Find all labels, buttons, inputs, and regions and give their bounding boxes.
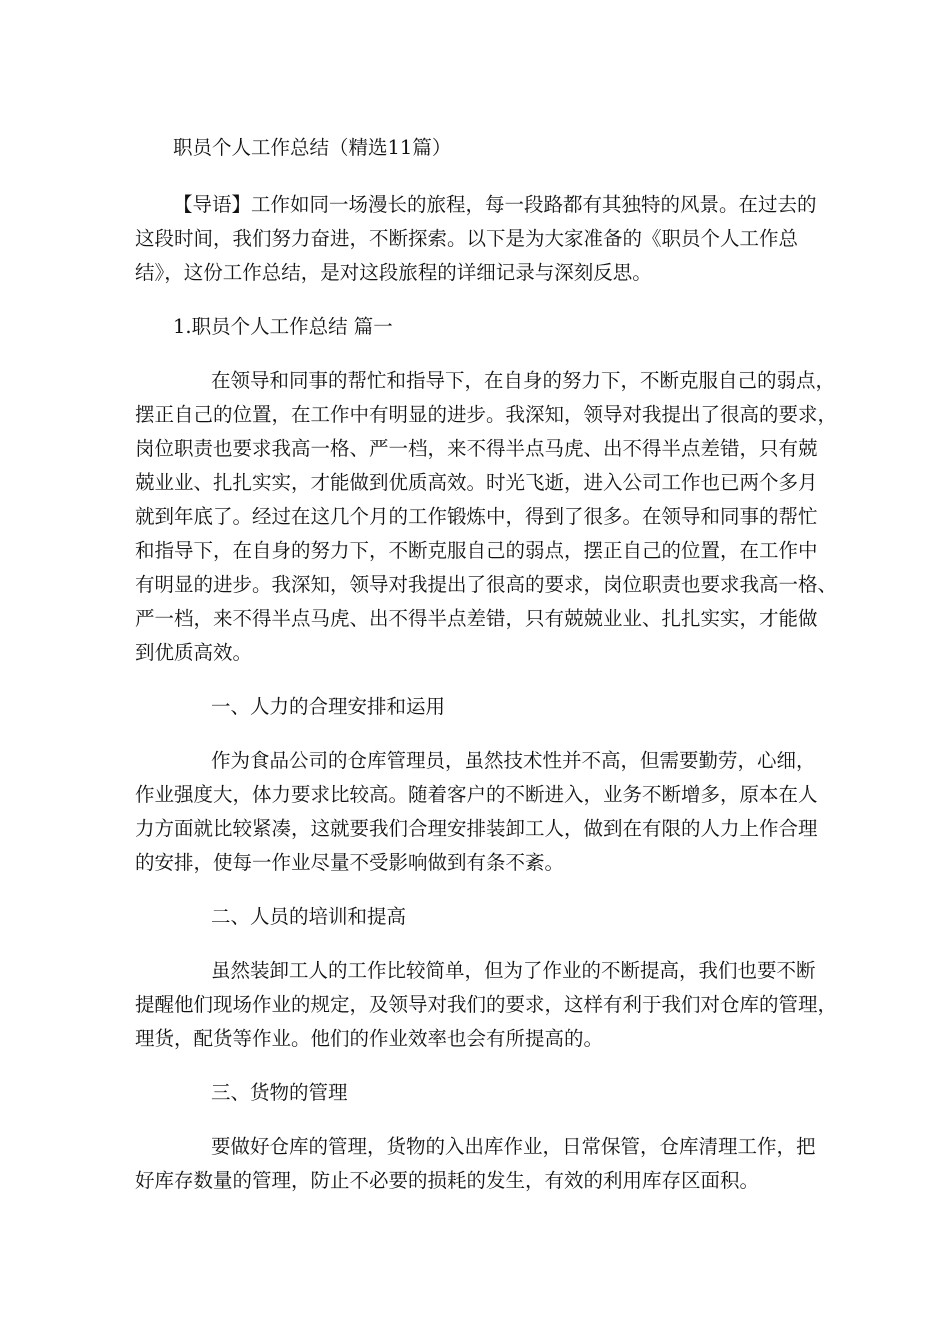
paragraph-line: 的安排，使每一作业尽量不受影响做到有条不紊。 bbox=[135, 851, 565, 874]
paragraph-line: 作业强度大，体力要求比较高。随着客户的不断进入，业务不断增多，原本在人 bbox=[135, 783, 818, 806]
intro-line: 结》，这份工作总结，是对这段旅程的详细记录与深刻反思。 bbox=[135, 261, 652, 284]
subsection-heading: 一、人力的合理安排和运用 bbox=[211, 695, 446, 718]
document-title: 职员个人工作总结（精选11篇） bbox=[173, 136, 452, 159]
paragraph-line: 有明显的进步。我深知，领导对我提出了很高的要求，岗位职责也要求我高一格、 bbox=[135, 573, 838, 596]
paragraph-line: 作为食品公司的仓库管理员，虽然技术性并不高，但需要勤劳，心细， bbox=[211, 749, 816, 772]
paragraph-line: 好库存数量的管理，防止不必要的损耗的发生，有效的利用库存区面积。 bbox=[135, 1169, 760, 1192]
subsection-heading: 三、货物的管理 bbox=[211, 1081, 348, 1104]
paragraph-line: 到优质高效。 bbox=[135, 641, 253, 664]
paragraph-line: 力方面就比较紧凑，这就要我们合理安排装卸工人，做到在有限的人力上作合理 bbox=[135, 817, 818, 840]
paragraph-line: 要做好仓库的管理，货物的入出库作业，日常保管，仓库清理工作，把 bbox=[211, 1135, 816, 1158]
paragraph-line: 岗位职责也要求我高一格、严一档，来不得半点马虎、出不得半点差错，只有兢 bbox=[135, 437, 818, 460]
paragraph-line: 和指导下，在自身的努力下，不断克服自己的弱点，摆正自己的位置，在工作中 bbox=[135, 539, 818, 562]
paragraph-line: 提醒他们现场作业的规定，及领导对我们的要求，这样有利于我们对仓库的管理， bbox=[135, 993, 838, 1016]
paragraph-line: 严一档，来不得半点马虎、出不得半点差错，只有兢兢业业、扎扎实实，才能做 bbox=[135, 607, 818, 630]
paragraph-line: 兢业业、扎扎实实，才能做到优质高效。时光飞逝，进入公司工作也已两个多月 bbox=[135, 471, 818, 494]
paragraph-line: 在领导和同事的帮忙和指导下，在自身的努力下，不断克服自己的弱点， bbox=[211, 369, 836, 392]
intro-line: 【导语】工作如同一场漫长的旅程，每一段路都有其独特的风景。在过去的 bbox=[173, 193, 817, 216]
paragraph-line: 虽然装卸工人的工作比较简单，但为了作业的不断提高，我们也要不断 bbox=[211, 959, 816, 982]
subsection-heading: 二、人员的培训和提高 bbox=[211, 905, 407, 928]
paragraph-line: 摆正自己的位置，在工作中有明显的进步。我深知，领导对我提出了很高的要求， bbox=[135, 403, 838, 426]
paragraph-line: 就到年底了。经过在这几个月的工作锻炼中，得到了很多。在领导和同事的帮忙 bbox=[135, 505, 818, 528]
paragraph-line: 理货，配货等作业。他们的作业效率也会有所提高的。 bbox=[135, 1027, 604, 1050]
section-heading: 1.职员个人工作总结 篇一 bbox=[173, 315, 393, 338]
intro-line: 这段时间，我们努力奋进，不断探索。以下是为大家准备的《职员个人工作总 bbox=[135, 227, 799, 250]
